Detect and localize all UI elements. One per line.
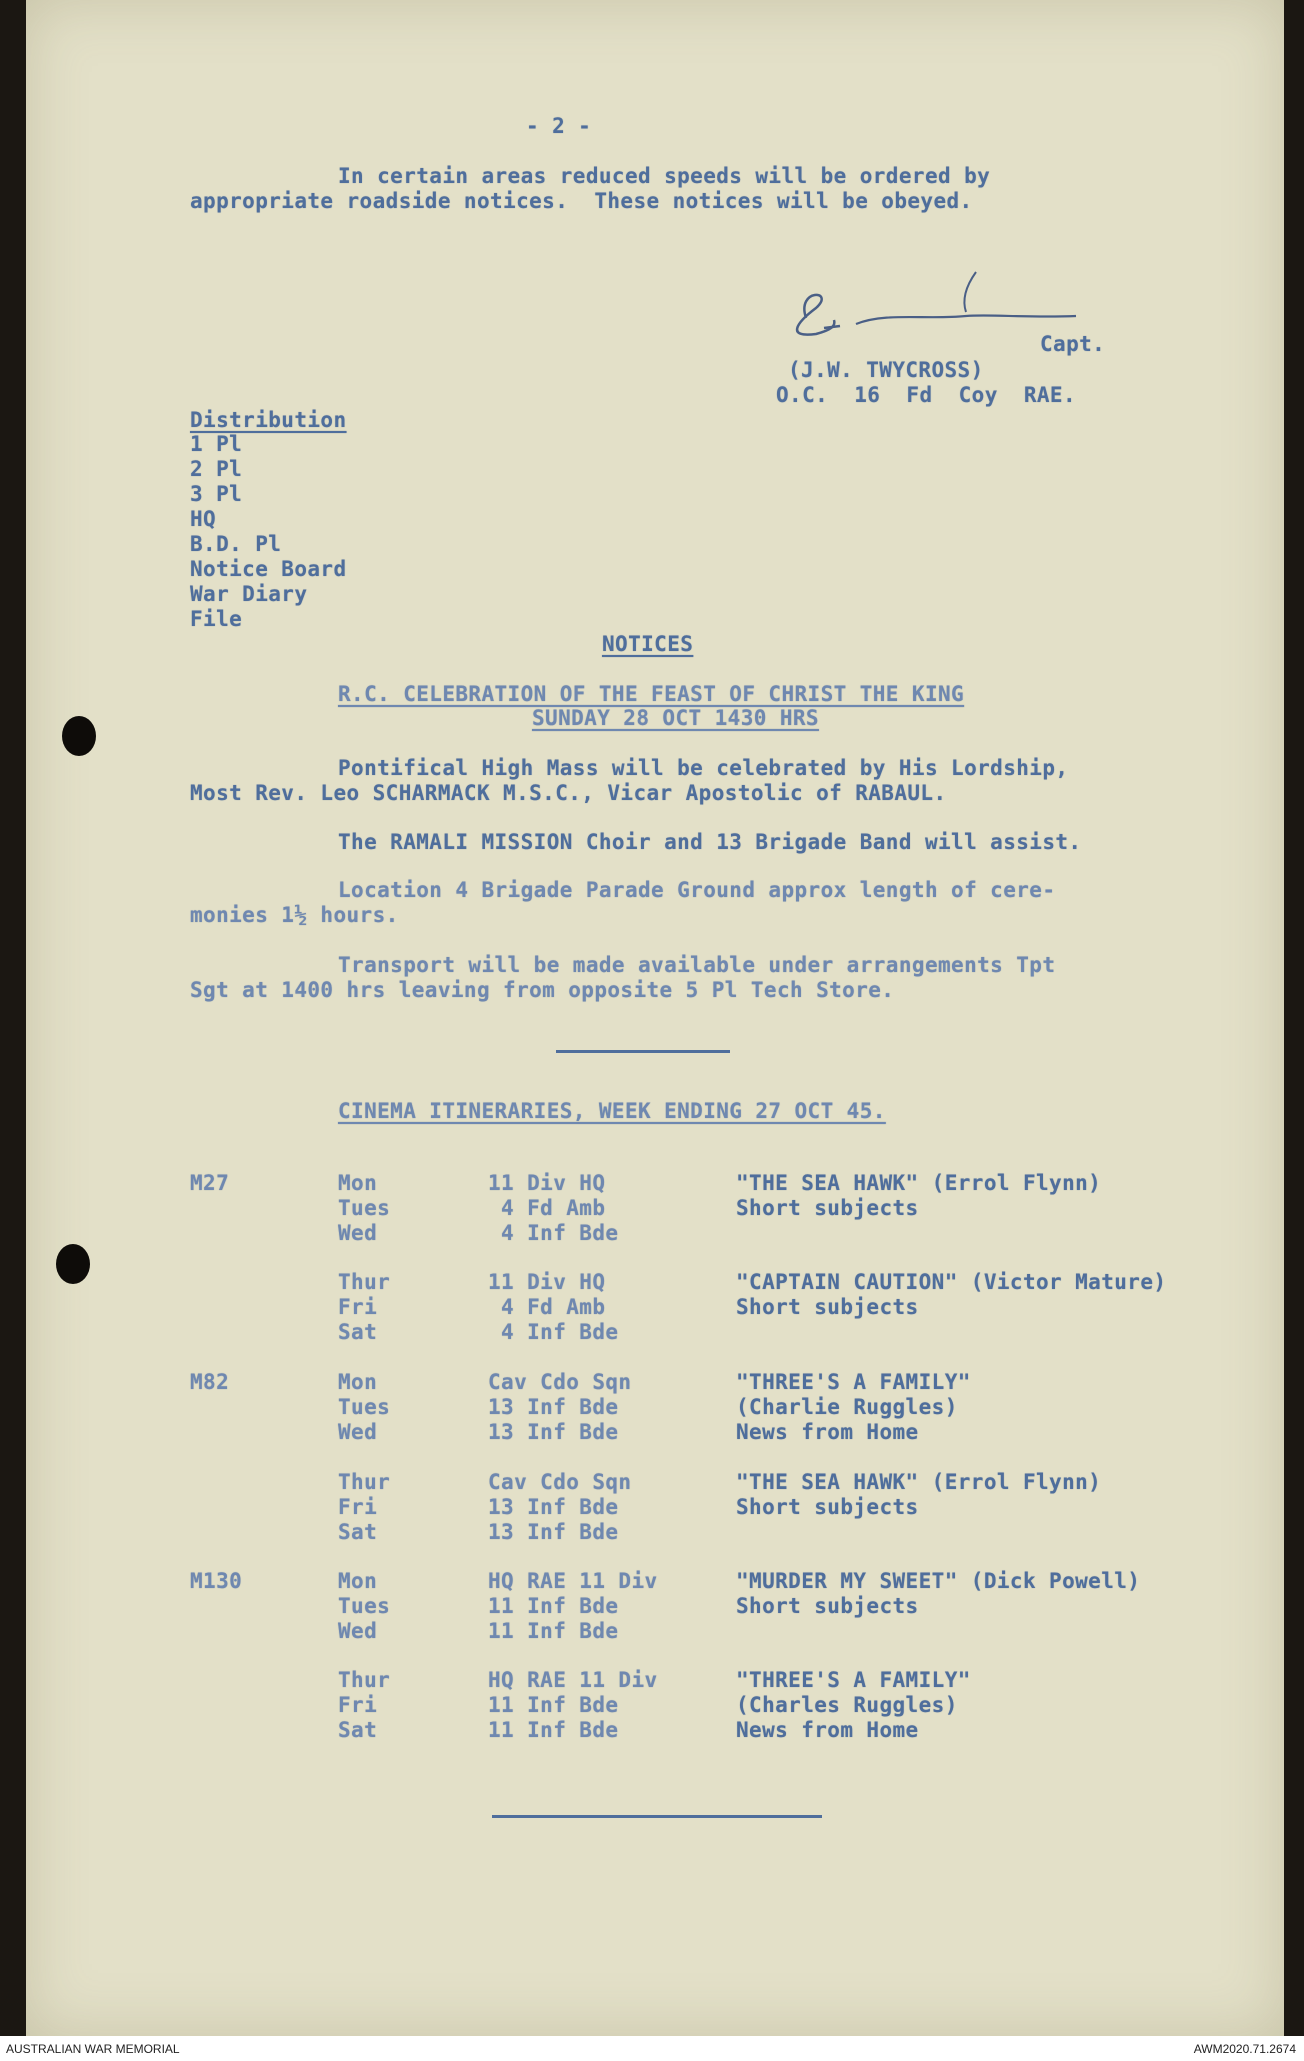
day-cell: Mon xyxy=(338,1569,378,1593)
location-cell: 13 Inf Bde xyxy=(488,1395,619,1419)
notice-para-2: The RAMALI MISSION Choir and 13 Brigade Band will assist. xyxy=(338,830,1082,854)
film-cell: "THREE'S A FAMILY" xyxy=(736,1668,971,1692)
day-cell: Sat xyxy=(338,1520,378,1544)
day-cell: Thur xyxy=(338,1470,391,1494)
distribution-item: HQ xyxy=(190,507,217,531)
speed-notice-line-2: appropriate roadside notices. These notices will be obeyed. xyxy=(190,189,973,213)
notice-para-4-line-1: Transport will be made available under arrangements Tpt xyxy=(338,953,1056,977)
film-cell: "THE SEA HAWK" (Errol Flynn) xyxy=(736,1171,1102,1195)
film-cell: Short subjects xyxy=(736,1495,919,1519)
location-cell: 11 Div HQ xyxy=(488,1270,606,1294)
section-divider xyxy=(556,1050,730,1053)
archive-footer xyxy=(0,2036,1304,2061)
notice-para-4-line-2: Sgt at 1400 hrs leaving from opposite 5 Pl Tech Store. xyxy=(190,978,895,1002)
day-cell: Tues xyxy=(338,1395,391,1419)
notice-para-1-line-1: Pontifical High Mass will be celebrated by His Lordship, xyxy=(338,756,1069,780)
day-cell: Tues xyxy=(338,1594,391,1618)
day-cell: Fri xyxy=(338,1495,378,1519)
location-cell: 4 Fd Amb xyxy=(488,1295,606,1319)
day-cell: Sat xyxy=(338,1320,378,1344)
distribution-item: 2 Pl xyxy=(190,457,243,481)
day-cell: Wed xyxy=(338,1420,378,1444)
location-cell: 11 Div HQ xyxy=(488,1171,606,1195)
punch-hole-bottom xyxy=(56,1244,90,1284)
distribution-item: War Diary xyxy=(190,582,308,606)
film-cell: "THREE'S A FAMILY" xyxy=(736,1370,971,1394)
notices-heading: NOTICES xyxy=(602,632,694,656)
day-cell: Tues xyxy=(338,1196,391,1220)
location-cell: 4 Inf Bde xyxy=(488,1320,619,1344)
end-divider xyxy=(492,1815,822,1818)
location-cell: 13 Inf Bde xyxy=(488,1495,619,1519)
archive-name: AUSTRALIAN WAR MEMORIAL xyxy=(6,2042,180,2056)
location-cell: 4 Fd Amb xyxy=(488,1196,606,1220)
notice-para-3-line-1: Location 4 Brigade Parade Ground approx length of cere- xyxy=(338,878,1056,902)
notice-subheading-1: R.C. CELEBRATION OF THE FEAST OF CHRIST THE KING xyxy=(338,682,965,706)
distribution-item: Notice Board xyxy=(190,557,347,581)
location-cell: 13 Inf Bde xyxy=(488,1520,619,1544)
speed-notice-line-1: In certain areas reduced speeds will be ordered by xyxy=(338,164,991,188)
distribution-item: File xyxy=(190,607,243,631)
location-cell: HQ RAE 11 Div xyxy=(488,1569,658,1593)
location-cell: 11 Inf Bde xyxy=(488,1693,619,1717)
distribution-item: 1 Pl xyxy=(190,432,243,456)
day-cell: Thur xyxy=(338,1270,391,1294)
film-cell: "MURDER MY SWEET" (Dick Powell) xyxy=(736,1569,1141,1593)
day-cell: Thur xyxy=(338,1668,391,1692)
notice-para-1-line-2: Most Rev. Leo SCHARMACK M.S.C., Vicar Apostolic of RABAUL. xyxy=(190,781,947,805)
unit-code: M130 xyxy=(190,1569,243,1593)
film-cell: Short subjects xyxy=(736,1196,919,1220)
film-cell: Short subjects xyxy=(736,1295,919,1319)
location-cell: 11 Inf Bde xyxy=(488,1594,619,1618)
distribution-heading: Distribution xyxy=(190,408,347,432)
notice-subheading-2: SUNDAY 28 OCT 1430 HRS xyxy=(532,706,819,730)
notice-para-3-line-2: monies 1½ hours. xyxy=(190,903,399,927)
day-cell: Sat xyxy=(338,1718,378,1742)
page-number: - 2 - xyxy=(526,114,592,138)
document-page xyxy=(26,0,1284,2036)
unit-code: M27 xyxy=(190,1171,230,1195)
film-cell: Short subjects xyxy=(736,1594,919,1618)
day-cell: Mon xyxy=(338,1171,378,1195)
archive-reference: AWM2020.71.2674 xyxy=(1193,2042,1296,2056)
day-cell: Fri xyxy=(338,1295,378,1319)
location-cell: Cav Cdo Sqn xyxy=(488,1370,632,1394)
film-cell: "THE SEA HAWK" (Errol Flynn) xyxy=(736,1470,1102,1494)
distribution-item: B.D. Pl xyxy=(190,532,282,556)
film-cell: News from Home xyxy=(736,1420,919,1444)
location-cell: 11 Inf Bde xyxy=(488,1718,619,1742)
location-cell: 11 Inf Bde xyxy=(488,1619,619,1643)
signatory-rank: Capt. xyxy=(1040,332,1106,356)
film-cell: "CAPTAIN CAUTION" (Victor Mature) xyxy=(736,1270,1167,1294)
film-cell: (Charles Ruggles) xyxy=(736,1693,958,1717)
day-cell: Wed xyxy=(338,1221,378,1245)
day-cell: Fri xyxy=(338,1693,378,1717)
day-cell: Mon xyxy=(338,1370,378,1394)
signatory-name: (J.W. TWYCROSS) xyxy=(788,358,984,382)
day-cell: Wed xyxy=(338,1619,378,1643)
punch-hole-top xyxy=(62,716,96,756)
unit-code: M82 xyxy=(190,1370,230,1394)
location-cell: 4 Inf Bde xyxy=(488,1221,619,1245)
distribution-item: 3 Pl xyxy=(190,482,243,506)
film-cell: News from Home xyxy=(736,1718,919,1742)
signatory-unit: O.C. 16 Fd Coy RAE. xyxy=(776,383,1076,407)
cinema-heading: CINEMA ITINERARIES, WEEK ENDING 27 OCT 45. xyxy=(338,1099,886,1123)
location-cell: Cav Cdo Sqn xyxy=(488,1470,632,1494)
location-cell: 13 Inf Bde xyxy=(488,1420,619,1444)
film-cell: (Charlie Ruggles) xyxy=(736,1395,958,1419)
location-cell: HQ RAE 11 Div xyxy=(488,1668,658,1692)
